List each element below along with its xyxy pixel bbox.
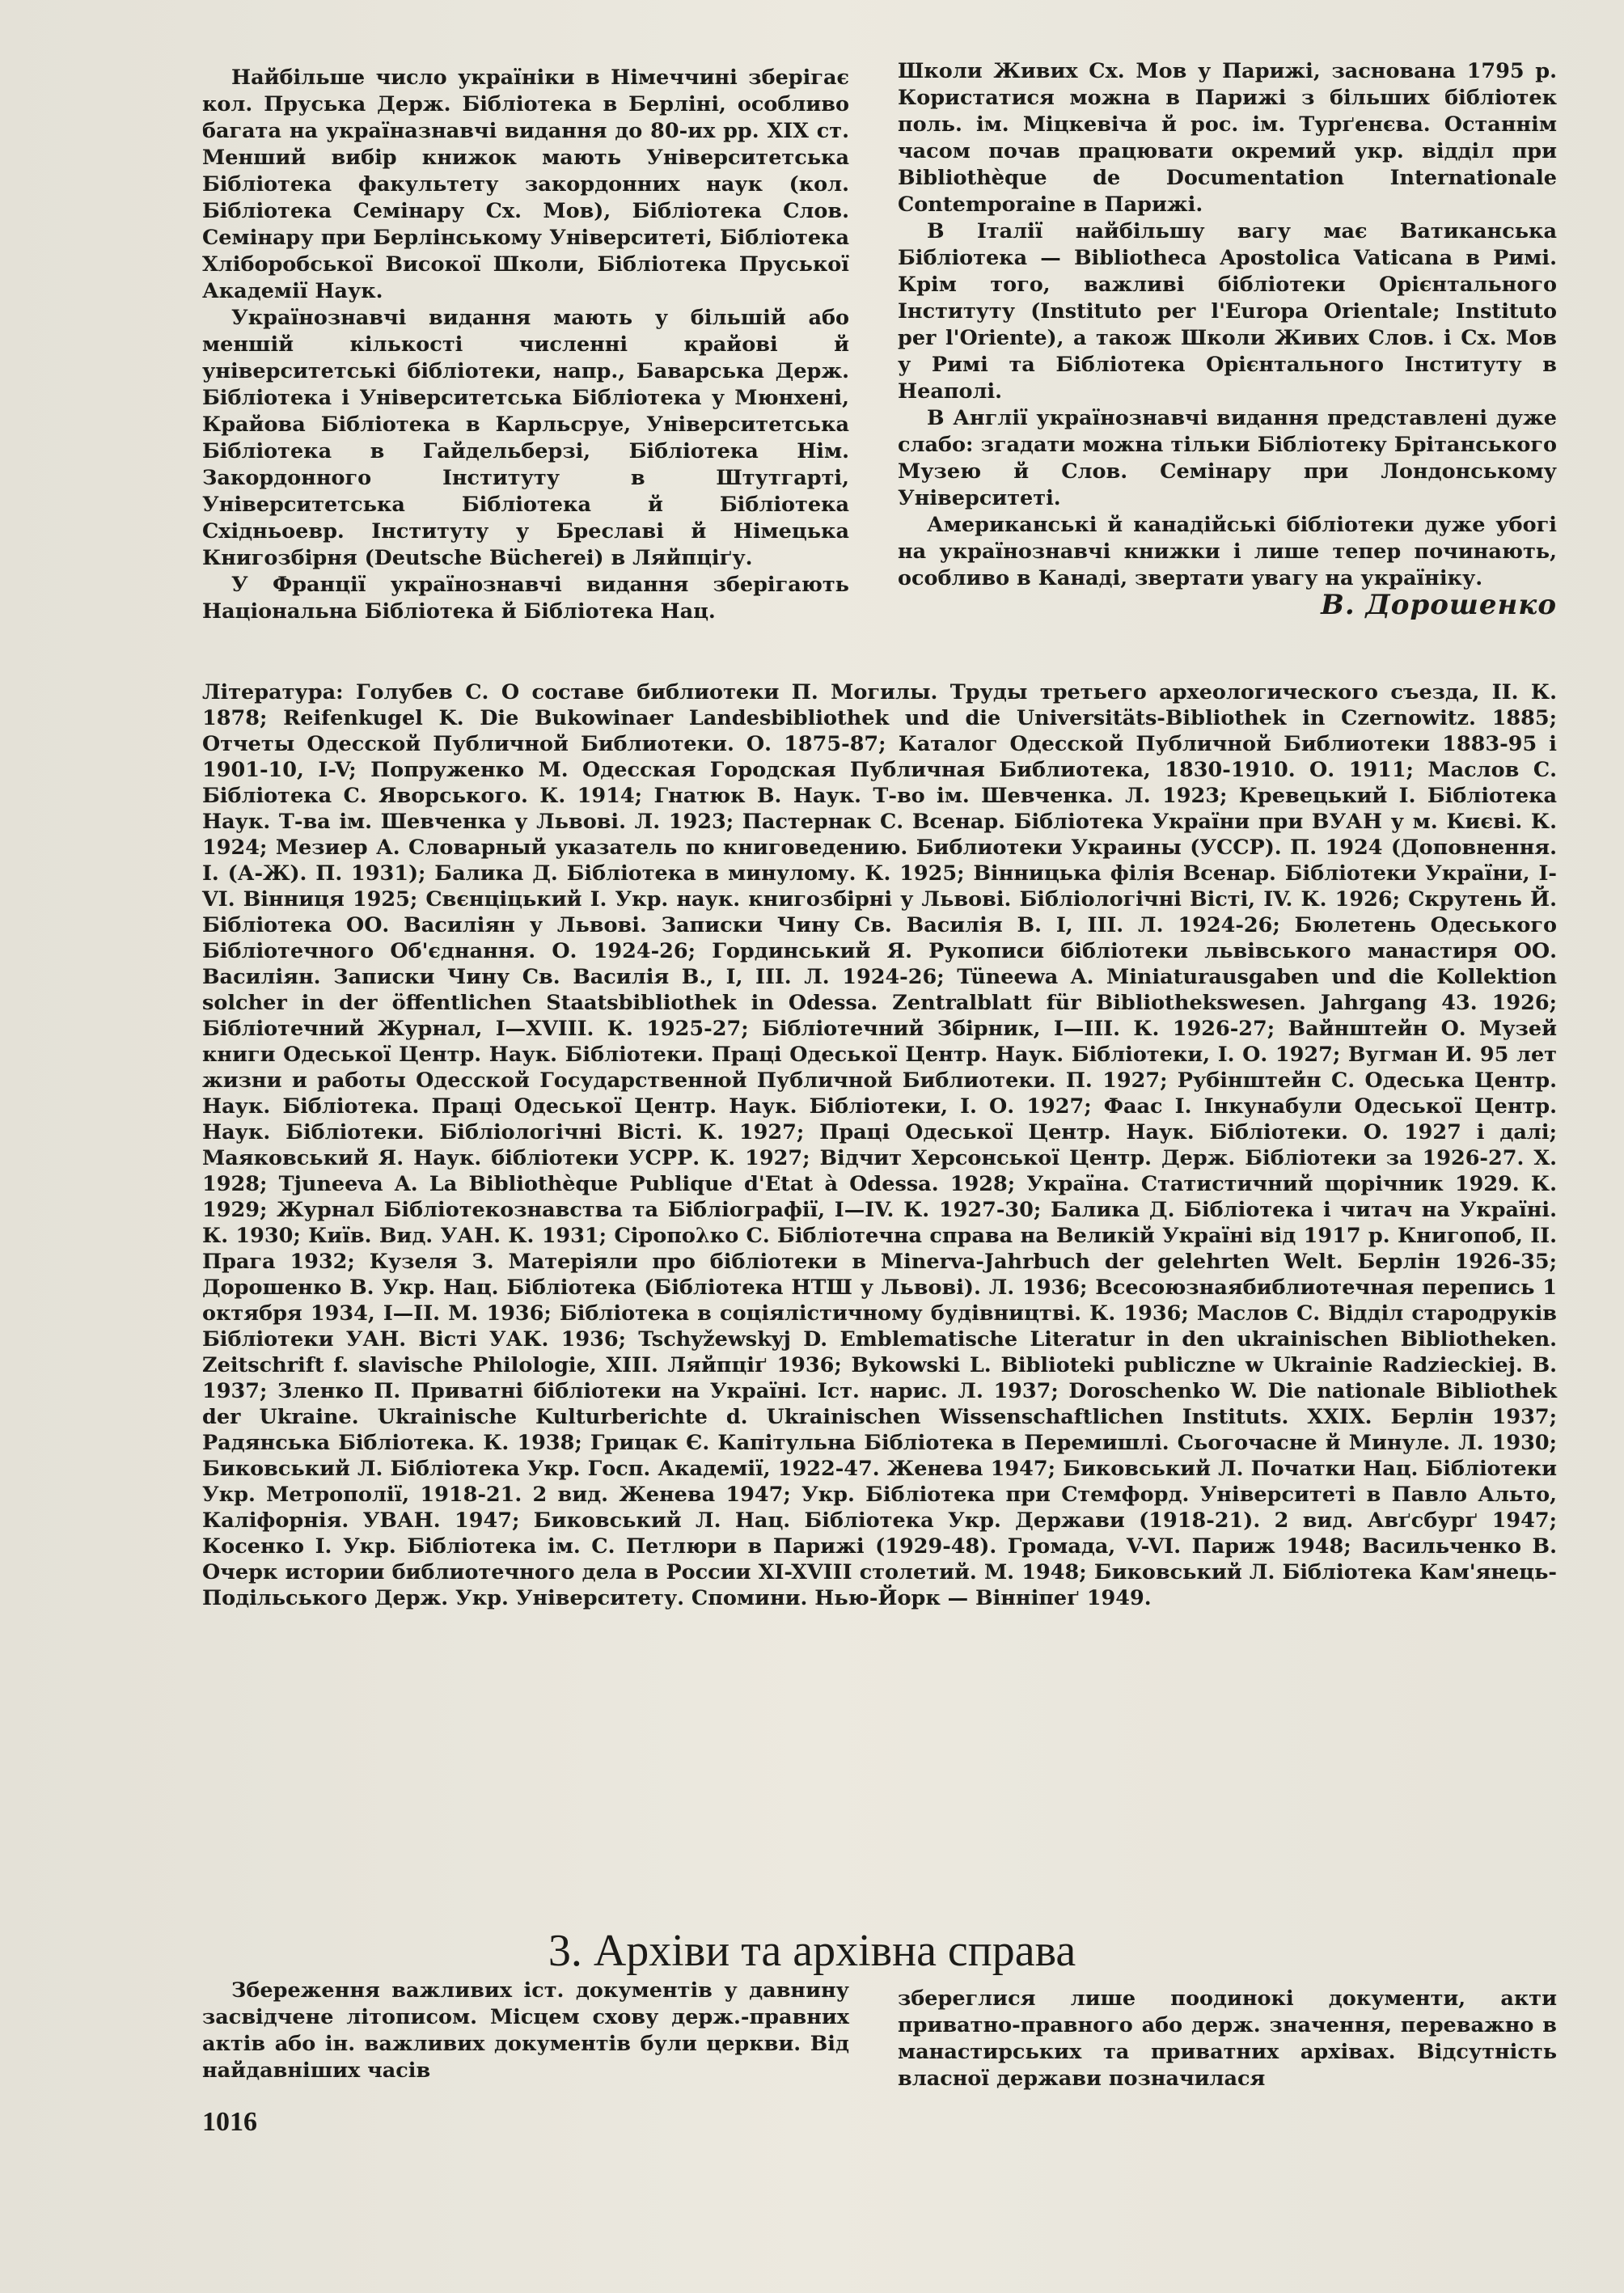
- page-number: 1016: [202, 2107, 257, 2137]
- author-signature: В. Дорошенко: [1321, 589, 1557, 621]
- top-right-column: [898, 58, 1557, 619]
- paragraph-america: [898, 512, 1557, 621]
- bottom-left-column: [202, 1978, 849, 2084]
- literature-label: Література:: [202, 680, 356, 704]
- paragraph-german-libraries: Українознавчі видання мають у більшій або меншій кількості численні крайові й університетські бібліотеки, напр., Баварська Держ. Бібліотека і Університетська Бібліотека у Мюнхені, Крайова Бібліотека в Карльсруе, Університетська Бібліотека в Гайдельберзі, Бібліотека Нім. Закордонного Інституту в Штутгарті, Університетська Бібліотека й Бібліотека Східньоевр. Інституту у Бреславі й Німецька Книгозбірня (Deutsche Bücherei) в Ляйпціґу.: [202, 306, 849, 570]
- paragraph-italy: В Італії найбільшу вагу має Ватиканська Бібліотека — Bibliotheca Apostolica Vaticana в Римі. Крім того, важливі бібліотеки Орієнтального Інституту (Instituto per l'Europa Orientale; Instituto per l'Oriente), а також Школи Живих Слов. і Сх. Мов у Римі та Бібліотека Орієнтального Інституту в Неаполі.: [898, 219, 1557, 404]
- top-left-column: [202, 65, 849, 625]
- paragraph-archives-continued: збереглися лише поодинокі документи, акти приватно-правного або держ. значення, переважно в манастирських та приватних архівах. Відсутність власної держави позначилася: [898, 1986, 1557, 2091]
- literature-text: Голубев С. О составе библиотеки П. Могилы. Труды третьего археологического съезда, II. К. 1878; Reifenkugel K. Die Bukowinaer Landesbibliothek und die Universitäts-Bibliothek in Czernowitz. 1885; Отчеты Одесской Публичной Библиотеки. О. 1875-87; Каталог Одесской Публичной Библиотеки 1883-95 і 1901-10, I-V; Попруженко М. Одесская Городская Публичная Библиотека, 1830-1910. О. 1911; Маслов С. Бібліотека С. Яворського. К. 1914; Гнатюк В. Наук. Т-во ім. Шевченка. Л. 1923; Кревецький І. Бібліотека Наук. Т-ва ім. Шевченка у Львові. Л. 1923; Пастернак С. Всенар. Бібліотека України при ВУАН у м. Києві. К. 1924; Мезиер А. Словарный указатель по книговедению. Библиотеки Украины (УССР). П. 1924 (Доповнення. І. (А-Ж). П. 1931); Балика Д. Бібліотека в минулому. К. 1925; Вінницька філія Всенар. Бібліотеки України, I-VI. Вінниця 1925; Свєнціцький І. Укр. наук. книгозбірні у Львові. Бібліологічні Вісті, IV. К. 1926; Скрутень Й. Бібліотека ОО. Василіян у Львові. Записки Чину Св. Василія В. І, ІІІ. Л. 1924-26; Бюлетень Одеського Бібліотечного Об'єднання. О. 1924-26; Гординський Я. Рукописи бібліотеки львівського манастиря ОО. Василіян. Записки Чину Св. Василія В., І, ІІІ. Л. 1924-26; Tüneewa A. Miniaturausgaben und die Kollektion solcher in der öffentlichen Staatsbibliothek in Odessa. Zentralblatt für Bibliothekswesen. Jahrgang 43. 1926; Бібліотечний Журнал, I—XVIII. К. 1925-27; Бібліотечний Збірник, I—III. К. 1926-27; Вайнштейн О. Музей книги Одеської Центр. Наук. Бібліотеки. Праці Одеської Центр. Наук. Бібліотеки, І. О. 1927; Вугман И. 95 лет жизни и работы Одесской Государственной Публичной Библиотеки. П. 1927; Рубінштейн С. Одеська Центр. Наук. Бібліотека. Праці Одеської Центр. Наук. Бібліотеки, І. О. 1927; Фаас І. Інкунабули Одеської Центр. Наук. Бібліотеки. Бібліологічні Вісті. К. 1927; Праці Одеської Центр. Наук. Бібліотеки. О. 1927 і далі; Маяковський Я. Наук. бібліотеки УСРР. К. 1927; Відчит Херсонської Центр. Держ. Бібліотеки за 1926-27. Х. 1928; Tjuneeva A. La Bibliothèque Publique d'Etat à Odessa. 1928; Україна. Статистичний щорічник 1929. К. 1929; Журнал Бібліотекознавства та Бібліографії, I—IV. К. 1927-30; Балика Д. Бібліотека і читач на Україні. К. 1930; Київ. Вид. УАН. К. 1931; Сіропολко С. Бібліотечна справа на Великій Україні від 1917 р. Книгопоб, ІІ. Прага 1932; Кузеля З. Матеріяли про бібліотеки в Minerva-Jahrbuch der gelehrten Welt. Берлін 1926-35; Дорошенко В. Укр. Нац. Бібліотека (Бібліотека НТШ у Львові). Л. 1936; Всесоюзнаябиблиотечная перепись 1 октября 1934, I—II. М. 1936; Бібліотека в соціялістичному будівництві. К. 1936; Маслов С. Відділ стародруків Бібліотеки УАН. Вісті УАК. 1936; Tschyžewskyj D. Emblematische Literatur in den ukrainischen Bibliotheken. Zeitschrift f. slavische Philologie, XIII. Ляйпціґ 1936; Bykowski L. Biblioteki publiczne w Ukrainie Radzieckiej. В. 1937; Зленко П. Приватні бібліотеки на Україні. Іст. нарис. Л. 1937; Doroschenko W. Die nationale Bibliothek der Ukraine. Ukrainische Kulturberichte d. Ukrainischen Wissenschaftlichen Instituts. XXIX. Берлін 1937; Радянська Бібліотека. К. 1938; Грицак Є. Капітульна Бібліотека в Перемишлі. Сьогочасне й Минуле. Л. 1930; Биковський Л. Бібліотека Укр. Госп. Академії, 1922-47. Женева 1947; Биковський Л. Початки Нац. Бібліотеки Укр. Метрополії, 1918-21. 2 вид. Женева 1947; Укр. Бібліотека при Стемфорд. Університеті в Павло Альто, Каліфорнія. УВАН. 1947; Биковський Л. Нац. Бібліотека Укр. Держави (1918-21). 2 вид. Авґсбурґ 1947; Косенко І. Укр. Бібліотека ім. С. Петлюри в Парижі (1929-48). Громада, V-VI. Париж 1948; Васильченко В. Очерк истории библиотечного дела в России XI-XVIII столетий. М. 1948; Биковський Л. Бібліотека Кам'янець-Подільського Держ. Укр. Університету. Спомини. Нью-Йорк — Вінніпеґ 1949.: [202, 680, 1557, 1610]
- paragraph-france: У Франції українознавчі видання зберігають Національна Бібліотека й Бібліотека Нац.: [202, 573, 849, 624]
- literature-paragraph: [202, 679, 1557, 1611]
- paragraph-archives-start: Збереження важливих іст. документів у давнину засвідчене літописом. Місцем схову держ.-правних актів або ін. важливих документів були церкви. Від найдавніших часів: [202, 1978, 849, 2083]
- paragraph-england: В Англії українознавчі видання представлені дуже слабо: згадати можна тільки Бібліотеку Брітанського Музею й Слов. Семінару при Лондонському Університеті.: [898, 406, 1557, 510]
- section-heading: 3. Архіви та архівна справа: [548, 1926, 1076, 1976]
- paragraph-paris: Школи Живих Сх. Мов у Парижі, заснована 1795 р. Користатися можна в Парижі з більших бібліотек поль. ім. Міцкевіча й рос. ім. Турґенєва. Останнім часом почав працювати окремий укр. відділ при Bibliothèque de Documentation Internationale Contemporaine в Парижі.: [898, 59, 1557, 217]
- paragraph-america-text: Американські й канадійські бібліотеки дуже убогі на українознавчі книжки і лише тепер починають, особливо в Канаді, звертати увагу на україніку.: [898, 513, 1557, 590]
- literature-section: [202, 679, 1557, 1611]
- paragraph-germany: Найбільше число україніки в Німеччині зберігає кол. Пруська Держ. Бібліотека в Берліні, особливо багата на україназнавчі видання до 80-их рр. XIX ст. Менший вибір книжок мають Університетська Бібліотека факультету закордонних наук (кол. Бібліотека Семінару Сх. Мов), Бібліотека Слов. Семінару при Берлінському Університеті, Бібліотека Хліборобської Високої Школи, Бібліотека Пруської Академії Наук.: [202, 66, 849, 303]
- bottom-right-column: [898, 1986, 1557, 2092]
